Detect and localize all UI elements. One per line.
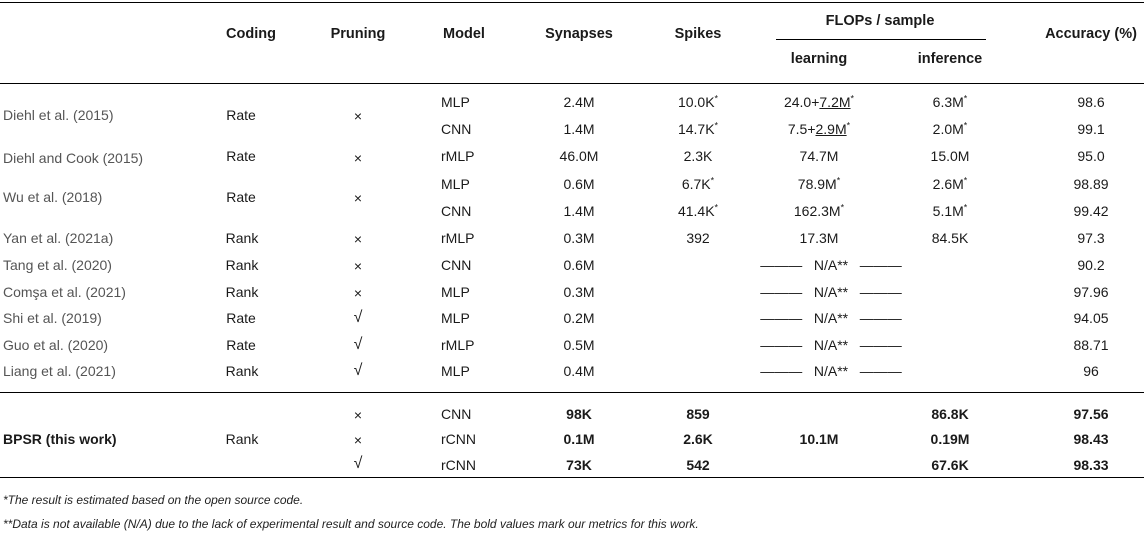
- accuracy: 98.89: [1073, 176, 1109, 192]
- model: rMLP: [441, 230, 475, 246]
- ref-tang-2020: Tang et al. (2020): [3, 257, 112, 273]
- coding: Rank: [225, 431, 259, 447]
- ref-liang-2021: Liang et al. (2021): [3, 363, 116, 379]
- flops-inference: 5.1M*: [932, 202, 968, 219]
- header-learning: learning: [790, 51, 848, 67]
- accuracy: 99.42: [1073, 203, 1109, 219]
- model: MLP: [441, 176, 470, 192]
- accuracy: 97.56: [1073, 406, 1109, 422]
- coding: Rank: [225, 257, 259, 273]
- spikes: 10.0K*: [677, 93, 719, 110]
- flops-na: ——— N/A** ———: [760, 337, 902, 353]
- coding: Rate: [226, 107, 256, 123]
- model: rMLP: [441, 148, 475, 164]
- coding: Rate: [226, 189, 256, 205]
- spikes: 41.4K*: [677, 202, 719, 219]
- flops-na: ——— N/A** ———: [760, 257, 902, 273]
- flops-inference: 0.19M: [930, 431, 970, 447]
- flops-learning: 162.3M*: [793, 202, 845, 219]
- header-model: Model: [443, 26, 485, 42]
- flops-learning: 78.9M*: [797, 175, 841, 192]
- pruning-cross-icon: ×: [353, 432, 363, 448]
- flops-learning: 17.3M: [799, 230, 839, 246]
- flops-na: ——— N/A** ———: [760, 310, 902, 326]
- pruning-cross-icon: ×: [353, 150, 363, 166]
- header-coding: Coding: [226, 26, 276, 42]
- spikes: 859: [686, 406, 710, 422]
- model: MLP: [441, 363, 470, 379]
- model: rMLP: [441, 337, 475, 353]
- flops-learning: 7.5+2.9M*: [787, 120, 851, 137]
- spikes: 542: [686, 457, 710, 473]
- spikes: 392: [686, 230, 710, 246]
- flops-inference: 6.3M*: [932, 93, 968, 110]
- header-inference: inference: [917, 51, 983, 67]
- coding: Rate: [226, 148, 256, 164]
- header-rule: [0, 83, 1144, 84]
- coding: Rank: [225, 284, 259, 300]
- accuracy: 90.2: [1077, 257, 1105, 273]
- flops-underline: [776, 39, 986, 40]
- header-spikes: Spikes: [674, 26, 722, 42]
- header-flops: FLOPs / sample: [825, 13, 935, 29]
- accuracy: 88.71: [1073, 337, 1109, 353]
- spikes: 2.6K: [683, 431, 713, 447]
- synapses: 0.4M: [563, 363, 595, 379]
- flops-inference: 84.5K: [931, 230, 969, 246]
- synapses: 0.3M: [563, 284, 595, 300]
- accuracy: 95.0: [1077, 148, 1105, 164]
- model: rCNN: [441, 431, 476, 447]
- synapses: 98K: [566, 406, 592, 422]
- synapses: 73K: [566, 457, 592, 473]
- pruning-check-icon: √: [353, 362, 363, 379]
- coding: Rate: [226, 337, 256, 353]
- accuracy: 97.96: [1073, 284, 1109, 300]
- flops-inference: 2.0M*: [932, 120, 968, 137]
- pruning-cross-icon: ×: [353, 285, 363, 301]
- synapses: 46.0M: [559, 148, 599, 164]
- ref-yan-2021a: Yan et al. (2021a): [3, 230, 114, 246]
- flops-inference: 15.0M: [930, 148, 970, 164]
- pruning-check-icon: √: [353, 309, 363, 326]
- accuracy: 96: [1083, 363, 1099, 379]
- coding: Rate: [226, 310, 256, 326]
- synapses: 0.6M: [563, 176, 595, 192]
- flops-learning: 10.1M: [799, 431, 839, 447]
- footnote-not-available: **Data is not available (N/A) due to the lack of experimental result and source code. The bold values mark our metrics for this work.: [3, 517, 699, 531]
- pruning-cross-icon: ×: [353, 258, 363, 274]
- accuracy: 97.3: [1077, 230, 1105, 246]
- pruning-cross-icon: ×: [353, 190, 363, 206]
- flops-inference: 67.6K: [931, 457, 969, 473]
- pruning-check-icon: √: [353, 336, 363, 353]
- flops-learning: 24.0+7.2M*: [783, 93, 855, 110]
- model: MLP: [441, 284, 470, 300]
- model: CNN: [441, 203, 472, 219]
- ref-shi-2019: Shi et al. (2019): [3, 310, 102, 326]
- accuracy: 98.33: [1073, 457, 1109, 473]
- accuracy: 94.05: [1073, 310, 1109, 326]
- spikes: 6.7K*: [681, 175, 715, 192]
- synapses: 2.4M: [563, 94, 595, 110]
- model: CNN: [441, 257, 472, 273]
- accuracy: 99.1: [1077, 121, 1105, 137]
- ref-guo-2020: Guo et al. (2020): [3, 337, 109, 353]
- synapses: 1.4M: [563, 203, 595, 219]
- top-rule: [0, 2, 1144, 3]
- header-accuracy: Accuracy (%): [1045, 26, 1137, 42]
- spikes: 2.3K: [683, 148, 713, 164]
- flops-na: ——— N/A** ———: [760, 284, 902, 300]
- synapses: 1.4M: [563, 121, 595, 137]
- flops-na: ——— N/A** ———: [760, 363, 902, 379]
- flops-learning: 74.7M: [799, 148, 839, 164]
- synapses: 0.1M: [563, 431, 595, 447]
- accuracy: 98.43: [1073, 431, 1109, 447]
- spikes: 14.7K*: [677, 120, 719, 137]
- ref-comsa-2021: Comşa et al. (2021): [3, 284, 126, 300]
- header-synapses: Synapses: [545, 26, 613, 42]
- bpsr-rule: [0, 392, 1144, 393]
- ref-diehl-2015: Diehl et al. (2015): [3, 107, 114, 123]
- synapses: 0.3M: [563, 230, 595, 246]
- model: MLP: [441, 94, 470, 110]
- ref-diehl-cook-2015: Diehl and Cook (2015): [3, 150, 144, 166]
- model: CNN: [441, 121, 472, 137]
- bottom-rule: [0, 477, 1144, 478]
- pruning-check-icon: √: [353, 455, 363, 472]
- pruning-cross-icon: ×: [353, 108, 363, 124]
- synapses: 0.5M: [563, 337, 595, 353]
- synapses: 0.6M: [563, 257, 595, 273]
- flops-inference: 2.6M*: [932, 175, 968, 192]
- accuracy: 98.6: [1077, 94, 1105, 110]
- pruning-cross-icon: ×: [353, 407, 363, 423]
- model: rCNN: [441, 457, 476, 473]
- ref-wu-2018: Wu et al. (2018): [3, 189, 103, 205]
- coding: Rank: [225, 363, 259, 379]
- pruning-cross-icon: ×: [353, 231, 363, 247]
- synapses: 0.2M: [563, 310, 595, 326]
- coding: Rank: [225, 230, 259, 246]
- header-pruning: Pruning: [330, 26, 386, 42]
- ref-bpsr: BPSR (this work): [3, 431, 117, 447]
- model: CNN: [441, 406, 472, 422]
- footnote-estimated: *The result is estimated based on the open source code.: [3, 493, 304, 507]
- model: MLP: [441, 310, 470, 326]
- flops-inference: 86.8K: [931, 406, 969, 422]
